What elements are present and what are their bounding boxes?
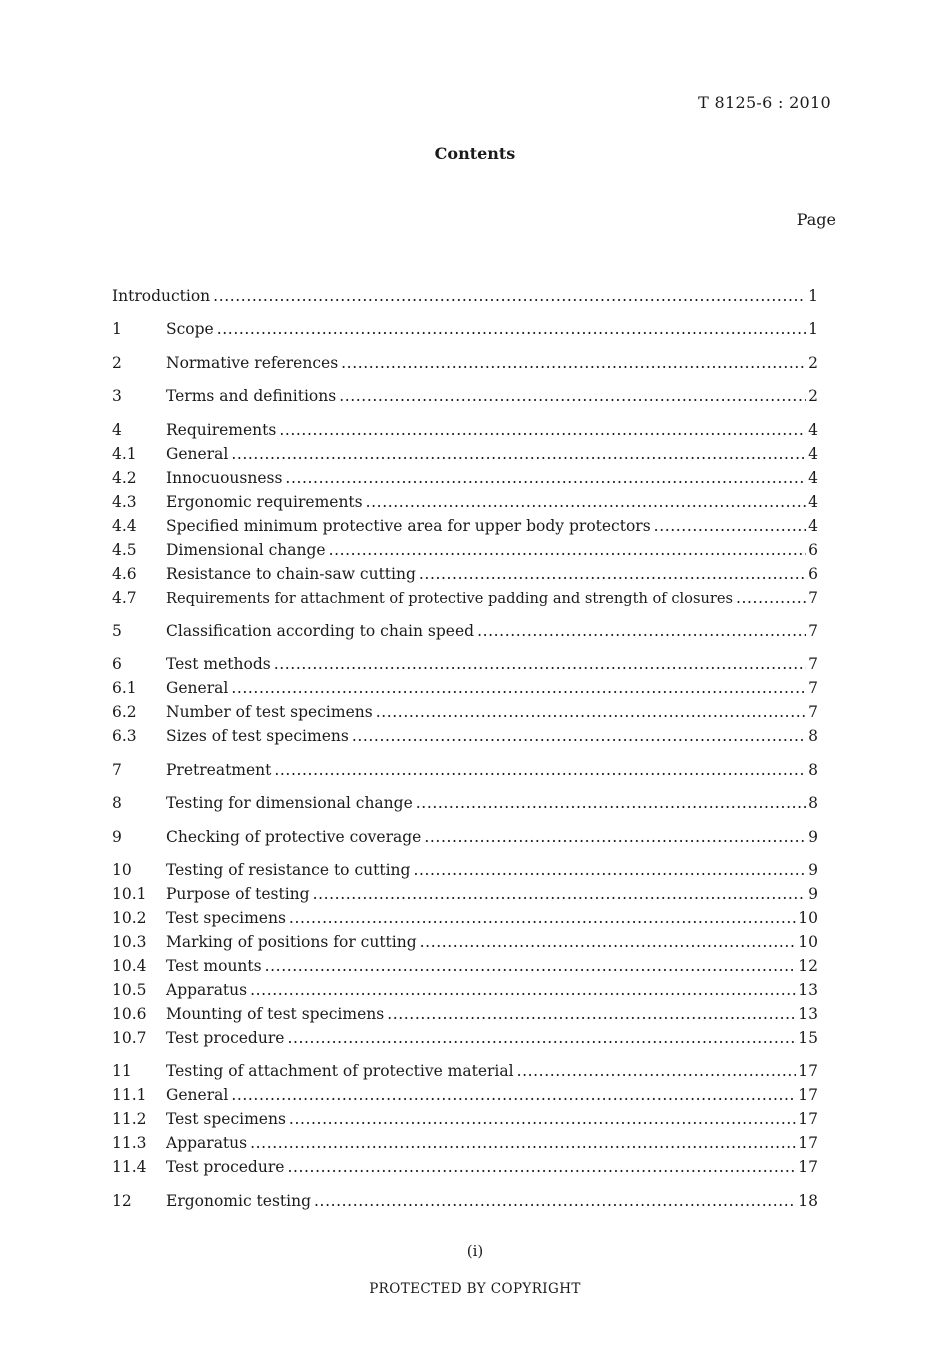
dot-leader [654, 514, 806, 538]
toc-entry[interactable] [112, 825, 818, 849]
toc-entry-number: 12 [112, 1191, 132, 1210]
toc-entry[interactable] [112, 284, 818, 308]
dot-leader [314, 1189, 796, 1213]
toc-entry-page: 8 [808, 760, 818, 779]
toc-entry-title: Pretreatment [166, 760, 272, 779]
toc-entry[interactable] [112, 1155, 818, 1179]
toc-entry-title: Resistance to chain-saw cutting [166, 564, 416, 583]
toc-entry-title: Test specimens [166, 908, 286, 927]
toc-entry-title: General [166, 1086, 229, 1105]
toc-entry-title: Specified minimum protective area for upper body protectors [166, 516, 651, 535]
toc-entry-number: 11 [112, 1062, 132, 1081]
toc-entry-title: Purpose of testing [166, 884, 310, 903]
toc-entry-number: 10.7 [112, 1028, 147, 1047]
dot-leader [517, 1059, 797, 1083]
toc-entry-number: 6.1 [112, 679, 137, 698]
toc-entry[interactable] [112, 954, 818, 978]
toc-entry-page: 7 [808, 621, 818, 640]
toc-entry-number: 4.2 [112, 468, 137, 487]
toc-entry-title: Dimensional change [166, 540, 326, 559]
toc-entry-title: Number of test specimens [166, 703, 373, 722]
toc-entry[interactable] [112, 791, 818, 815]
toc-entry[interactable] [112, 562, 818, 586]
toc-entry-title: Terms and definitions [166, 387, 337, 406]
toc-entry-number: 3 [112, 387, 122, 406]
toc-entry-title: General [166, 444, 229, 463]
toc-entry-page: 7 [808, 588, 818, 607]
toc-entry-page: 12 [798, 956, 818, 975]
toc-entry-number: 6 [112, 655, 122, 674]
dot-leader [352, 724, 806, 748]
toc-entry-number: 11.2 [112, 1110, 147, 1129]
toc-entry-number: 8 [112, 794, 122, 813]
toc-entry-page: 6 [808, 564, 818, 583]
dot-leader [213, 284, 806, 308]
dot-leader [313, 882, 807, 906]
toc-entry-title: Mounting of test specimens [166, 1004, 385, 1023]
toc-entry-title: Test procedure [166, 1028, 285, 1047]
toc-entry-title: Introduction [112, 287, 211, 305]
toc-entry-number: 1 [112, 320, 122, 339]
toc-entry[interactable] [112, 490, 818, 514]
toc-entry[interactable] [112, 906, 818, 930]
toc-entry-page: 17 [798, 1062, 818, 1081]
toc-entry-page: 6 [808, 540, 818, 559]
dot-leader [265, 954, 797, 978]
toc-entry-number: 6.2 [112, 703, 137, 722]
dot-leader [366, 490, 807, 514]
footer-page-number: (i) [466, 1242, 484, 1260]
dot-leader [287, 1026, 796, 1050]
toc-entry[interactable] [112, 466, 818, 490]
toc-entry-number: 4.7 [112, 588, 137, 607]
toc-entry-number: 10.3 [112, 932, 147, 951]
toc-entry-page: 7 [808, 655, 818, 674]
toc-entry-number: 10.5 [112, 980, 147, 999]
toc-entry-title: Innocuousness [166, 468, 283, 487]
dot-leader [231, 676, 806, 700]
toc-entry-page: 2 [808, 353, 818, 372]
dot-leader [287, 1155, 796, 1179]
toc-entry[interactable] [112, 724, 818, 748]
toc-entry-title: Testing of attachment of protective material [166, 1062, 514, 1081]
toc-entry[interactable] [112, 538, 818, 562]
toc-entry[interactable] [112, 652, 818, 676]
dot-leader [387, 1002, 796, 1026]
dot-leader [285, 466, 806, 490]
toc-entry-title: Ergonomic testing [166, 1191, 312, 1210]
dot-leader [413, 858, 806, 882]
dot-leader [329, 538, 807, 562]
toc-entry-page: 7 [808, 703, 818, 722]
toc-entry-page: 1 [808, 287, 818, 305]
dot-leader [341, 351, 806, 375]
toc-entry-page: 9 [808, 884, 818, 903]
toc-entry-page: 18 [798, 1191, 818, 1210]
dot-leader [274, 652, 806, 676]
dot-leader [217, 317, 806, 341]
dot-leader [339, 384, 806, 408]
toc-entry-page: 8 [808, 794, 818, 813]
toc-entry[interactable] [112, 317, 818, 341]
toc-entry-number: 11.4 [112, 1158, 147, 1177]
toc-entry[interactable] [112, 1107, 818, 1131]
toc-entry-title: Sizes of test specimens [166, 727, 349, 746]
toc-entry-title: Requirements for attachment of protective padding and strength of closures [166, 589, 733, 607]
toc-entry-number: 10.1 [112, 884, 147, 903]
toc-entry-title: Apparatus [166, 1134, 248, 1153]
toc-entry[interactable] [112, 1131, 818, 1155]
toc-entry-title: Test methods [166, 655, 271, 674]
dot-leader [477, 619, 806, 643]
toc-entry-number: 11.3 [112, 1134, 147, 1153]
dot-leader [279, 418, 806, 442]
toc-entry-title: Marking of positions for cutting [166, 932, 417, 951]
toc-entry-title: Testing for dimensional change [166, 794, 413, 813]
toc-entry-number: 5 [112, 621, 122, 640]
dot-leader [250, 978, 796, 1002]
toc-entry-page: 4 [808, 468, 818, 487]
dot-leader [420, 930, 797, 954]
toc-entry-title: Apparatus [166, 980, 248, 999]
document-id: T 8125-6 : 2010 [698, 93, 831, 112]
toc-entry-page: 1 [808, 320, 818, 339]
toc-entry[interactable] [112, 1189, 818, 1213]
toc-entry-number: 4.4 [112, 516, 137, 535]
toc-entry[interactable] [112, 586, 818, 610]
toc-entry-title: Test specimens [166, 1110, 286, 1129]
toc-entry[interactable] [112, 384, 818, 408]
toc-entry[interactable] [112, 351, 818, 375]
toc-entry[interactable] [112, 619, 818, 643]
toc-entry-number: 9 [112, 827, 122, 846]
toc-entry-number: 4.6 [112, 564, 137, 583]
toc-entry-page: 17 [798, 1158, 818, 1177]
toc-entry[interactable] [112, 1026, 818, 1050]
dot-leader [416, 791, 806, 815]
toc-entry[interactable] [112, 1059, 818, 1083]
toc-entry[interactable] [112, 758, 818, 782]
toc-entry-title: Scope [166, 320, 214, 339]
toc-entry[interactable] [112, 676, 818, 700]
toc-entry[interactable] [112, 514, 818, 538]
toc-entry-number: 10.6 [112, 1004, 147, 1023]
toc-entry-number: 10.4 [112, 956, 147, 975]
toc-entry-title: Test procedure [166, 1158, 285, 1177]
toc-entry-page: 15 [798, 1028, 818, 1047]
toc-entry-title: Requirements [166, 420, 277, 439]
toc-entry-page: 13 [798, 1004, 818, 1023]
toc-entry[interactable] [112, 882, 818, 906]
footer-copyright: PROTECTED BY COPYRIGHT [369, 1281, 581, 1297]
toc-entry-page: 17 [798, 1086, 818, 1105]
dot-leader [231, 442, 806, 466]
table-of-contents [112, 284, 818, 1213]
dot-leader [250, 1131, 796, 1155]
toc-entry-number: 10.2 [112, 908, 147, 927]
toc-entry[interactable] [112, 1083, 818, 1107]
toc-entry[interactable] [112, 442, 818, 466]
toc-entry[interactable] [112, 978, 818, 1002]
toc-entry-number: 10 [112, 860, 132, 879]
toc-entry-page: 13 [798, 980, 818, 999]
toc-entry-page: 4 [808, 492, 818, 511]
toc-entry-number: 7 [112, 760, 122, 779]
toc-entry-page: 10 [798, 908, 818, 927]
toc-entry-number: 2 [112, 353, 122, 372]
toc-entry-page: 4 [808, 444, 818, 463]
dot-leader [289, 906, 796, 930]
toc-entry-number: 4.1 [112, 444, 137, 463]
toc-entry-page: 17 [798, 1110, 818, 1129]
page-column-label: Page [796, 210, 836, 229]
toc-entry-title: General [166, 679, 229, 698]
toc-entry[interactable] [112, 858, 818, 882]
dot-leader [376, 700, 806, 724]
toc-entry-number: 4.3 [112, 492, 137, 511]
toc-entry-title: Checking of protective coverage [166, 827, 422, 846]
dot-leader [231, 1083, 796, 1107]
toc-entry-title: Test mounts [166, 956, 262, 975]
toc-entry-number: 11.1 [112, 1086, 147, 1105]
toc-entry-page: 4 [808, 516, 818, 535]
toc-entry[interactable] [112, 700, 818, 724]
dot-leader [274, 758, 806, 782]
toc-entry-number: 6.3 [112, 727, 137, 746]
toc-entry-number: 4 [112, 420, 122, 439]
toc-entry-page: 9 [808, 827, 818, 846]
dot-leader [289, 1107, 796, 1131]
toc-entry-title: Classification according to chain speed [166, 621, 475, 640]
toc-entry-title: Testing of resistance to cutting [166, 860, 411, 879]
dot-leader [419, 562, 806, 586]
toc-entry-page: 17 [798, 1134, 818, 1153]
toc-entry-page: 10 [798, 932, 818, 951]
toc-entry-page: 9 [808, 860, 818, 879]
toc-entry-title: Normative references [166, 353, 339, 372]
toc-entry-number: 4.5 [112, 540, 137, 559]
dot-leader [424, 825, 806, 849]
dot-leader [736, 586, 806, 610]
toc-entry-page: 2 [808, 387, 818, 406]
toc-entry-title: Ergonomic requirements [166, 492, 363, 511]
toc-entry[interactable] [112, 930, 818, 954]
toc-entry[interactable] [112, 1002, 818, 1026]
page-title: Contents [434, 144, 516, 163]
toc-entry-page: 4 [808, 420, 818, 439]
toc-entry-page: 7 [808, 679, 818, 698]
toc-entry-page: 8 [808, 727, 818, 746]
toc-entry[interactable] [112, 418, 818, 442]
